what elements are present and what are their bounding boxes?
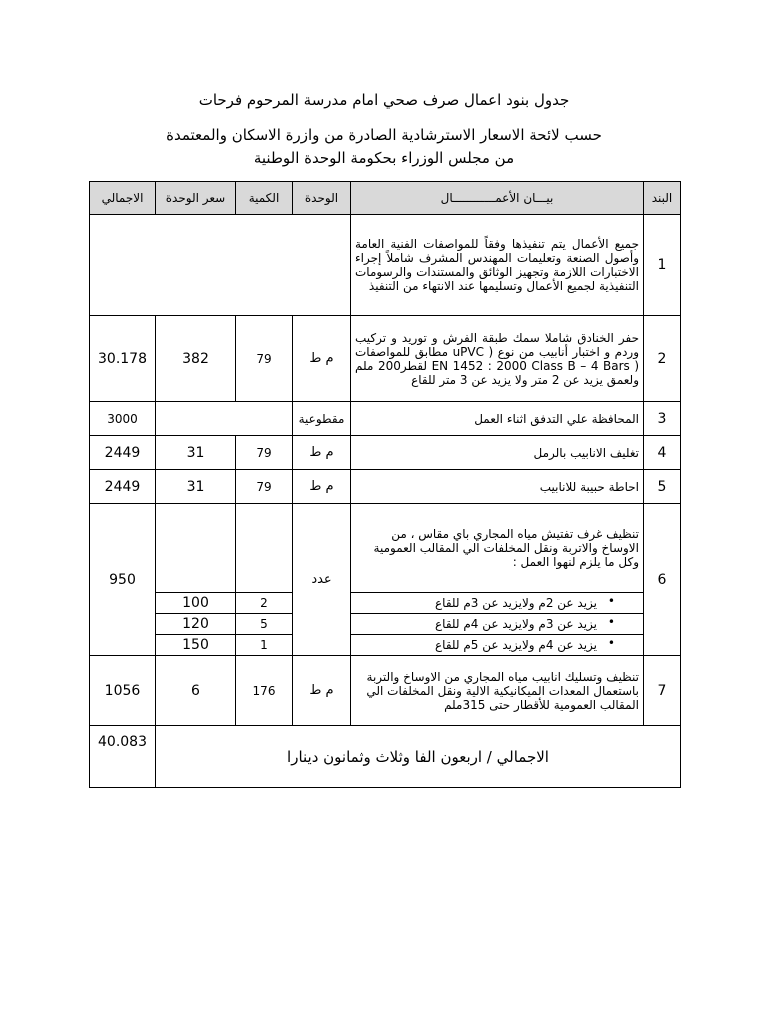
header-unit: الوحدة — [293, 182, 351, 215]
item-unit-price: 382 — [156, 316, 236, 402]
item-unit: م ط — [293, 436, 351, 470]
item-description: المحافظة علي التدفق اثناء العمل — [351, 402, 644, 436]
bullet-icon: • — [607, 594, 615, 608]
sub-item-unit-price: 100 — [156, 593, 236, 614]
empty-cell — [156, 504, 236, 593]
table-row — [90, 402, 681, 436]
sub-item — [351, 635, 644, 656]
item-unit-price: 31 — [156, 436, 236, 470]
table-header-row — [90, 182, 681, 215]
sub-item-text: يزيد عن 3م ولايزيد عن 4م للقاع — [435, 617, 597, 631]
item-quantity: 79 — [236, 436, 293, 470]
grand-total-row — [90, 726, 681, 788]
empty-cell — [156, 402, 293, 436]
document-subtitle-line1: حسب لائحة الاسعار الاسترشادية الصادرة من وازرة الاسكان والمعتمدة — [166, 126, 602, 144]
item-number: 6 — [644, 504, 681, 656]
sub-item-text: يزيد عن 2م ولايزيد عن 3م للقاع — [435, 596, 597, 610]
item-description: تنظيف غرف تفتيش مياه المجاري باي مقاس ، من الاوساخ والاتربة ونقل المخلفات الي المقالب العمومية وكل ما يلزم لنهوا العمل : — [351, 504, 644, 593]
document-title: جدول بنود اعمال صرف صحي امام مدرسة المرحوم فرحات — [198, 91, 570, 109]
item-quantity: 79 — [236, 470, 293, 504]
item-total: 3000 — [90, 402, 156, 436]
table-row — [90, 470, 681, 504]
item-number: 7 — [644, 656, 681, 726]
item-total: 2449 — [90, 470, 156, 504]
item-total: 2449 — [90, 436, 156, 470]
table-subrow — [90, 593, 681, 614]
sub-item-unit-price: 120 — [156, 614, 236, 635]
sub-item-quantity: 2 — [236, 593, 293, 614]
table-row — [90, 504, 681, 593]
sub-item-unit-price: 150 — [156, 635, 236, 656]
table-subrow — [90, 614, 681, 635]
document-subtitle-line2: من مجلس الوزراء بحكومة الوحدة الوطنية — [253, 149, 515, 167]
grand-total-text: الاجمالي / اربعون الفا وثلاث وثمانون دينارا — [156, 726, 681, 788]
table-row — [90, 436, 681, 470]
item-total: 30.178 — [90, 316, 156, 402]
item-number: 3 — [644, 402, 681, 436]
item-number: 2 — [644, 316, 681, 402]
empty-cell — [90, 215, 351, 316]
item-quantity: 176 — [236, 656, 293, 726]
sub-item-quantity: 5 — [236, 614, 293, 635]
item-unit: مقطوعية — [293, 402, 351, 436]
table-row — [90, 656, 681, 726]
header-item-no: البند — [644, 182, 681, 215]
boq-table — [89, 181, 681, 788]
empty-cell — [236, 504, 293, 593]
item-unit: م ط — [293, 470, 351, 504]
item-total: 950 — [90, 504, 156, 656]
item-number: 1 — [644, 215, 681, 316]
header-unit-price: سعر الوحدة — [156, 182, 236, 215]
header-description: بيـــان الأعمــــــــــــال — [351, 182, 644, 215]
item-description: احاطة حبيبة للانابيب — [351, 470, 644, 504]
item-unit-price: 31 — [156, 470, 236, 504]
item-description: حفر الخنادق شاملا سمك طبقة الفرش و توريد و تركيب وردم و اختبار أنابيب من نوع ( uPVC مطابق للمواصفات ( EN 1452 : 2000 Class B – 4 Bars لقطر200 ملم ولعمق يزيد عن 2 متر ولا يزيد عن 3 متر للقاع — [351, 316, 644, 402]
item-number: 5 — [644, 470, 681, 504]
item-description: جميع الأعمال يتم تنفيذها وفقاً للمواصفات الفنية العامة وأصول الصنعة وتعليمات المهندس المشرف شاملاً إجراء الاختبارات اللازمة وتجهيز الوثائق والمستندات والرسومات التنفيذية لجميع الأعمال وتسليمها عند الانتهاء من التنفيذ — [351, 215, 644, 316]
header-quantity: الكمية — [236, 182, 293, 215]
header-total: الاجمالي — [90, 182, 156, 215]
sub-item — [351, 614, 644, 635]
grand-total-value: 40.083 — [90, 726, 156, 788]
table-subrow — [90, 635, 681, 656]
bullet-icon: • — [607, 615, 615, 629]
table-row — [90, 215, 681, 316]
item-unit: م ط — [293, 316, 351, 402]
item-total: 1056 — [90, 656, 156, 726]
sub-item — [351, 593, 644, 614]
item-unit: عدد — [293, 504, 351, 656]
item-quantity: 79 — [236, 316, 293, 402]
sub-item-quantity: 1 — [236, 635, 293, 656]
sub-item-text: يزيد عن 4م ولايزيد عن 5م للقاع — [435, 638, 597, 652]
item-unit: م ط — [293, 656, 351, 726]
table-row — [90, 316, 681, 402]
item-number: 4 — [644, 436, 681, 470]
item-description: تغليف الانابيب بالرمل — [351, 436, 644, 470]
item-unit-price: 6 — [156, 656, 236, 726]
item-description: تنظيف وتسليك انابيب مياه المجاري من الاوساخ والتربة باستعمال المعدات الميكانيكية الالية ونقل المخلفات الي المقالب العمومية للأقطار حتى 315ملم — [351, 656, 644, 726]
bullet-icon: • — [607, 636, 615, 650]
